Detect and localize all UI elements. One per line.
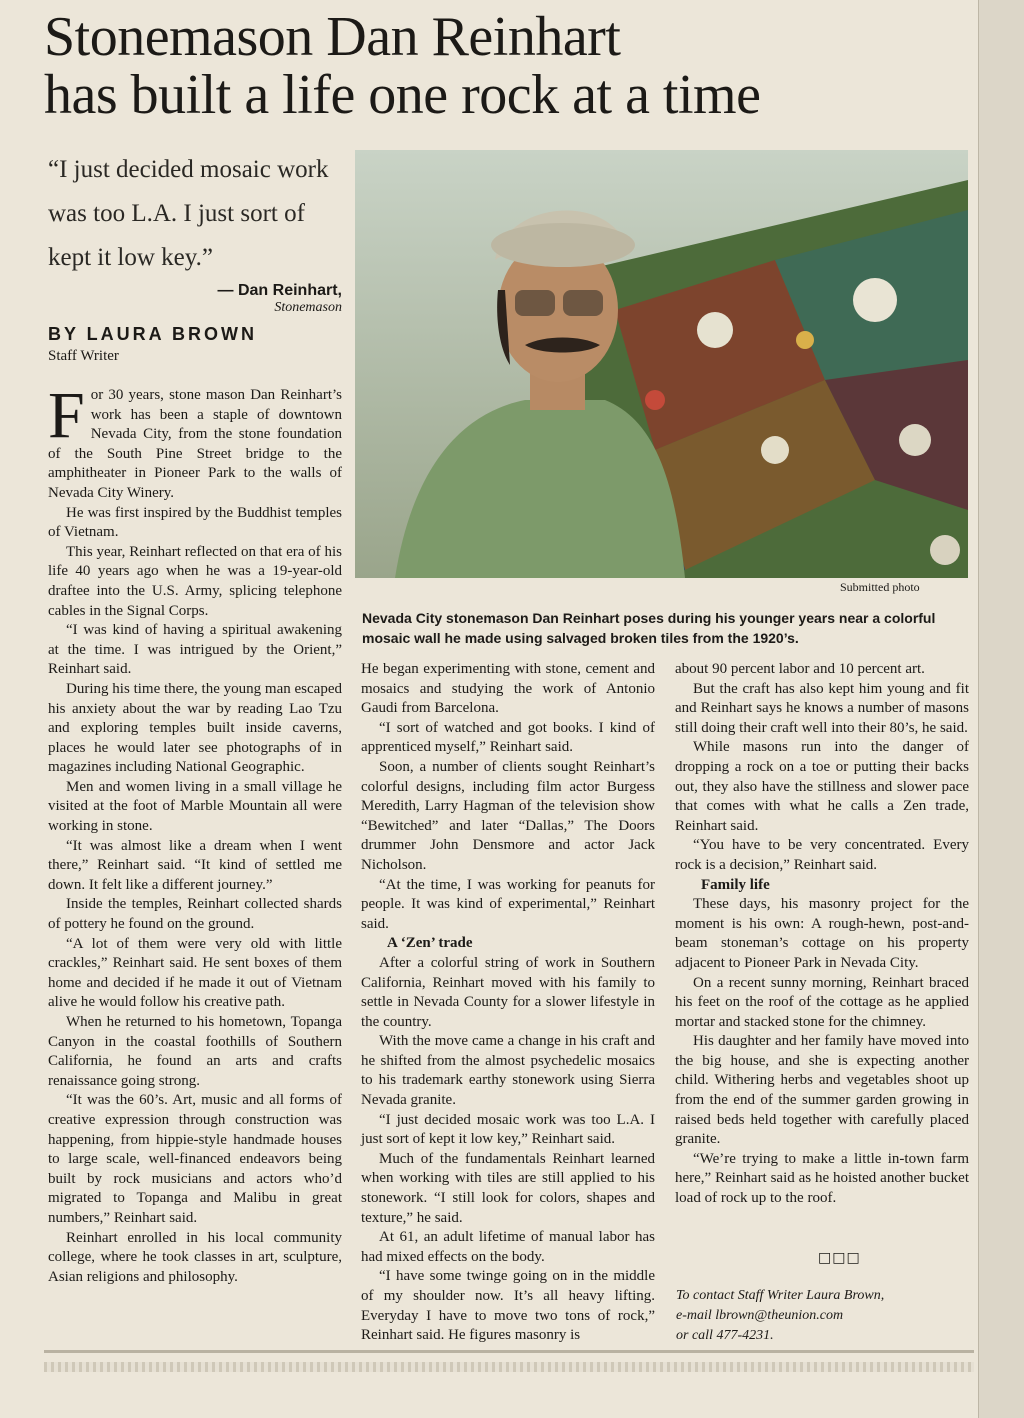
paragraph: “I was kind of having a spiritual awakening at the time. I was intrigued by the Orient,” Reinhart said.: [48, 622, 342, 678]
headline: [44, 8, 964, 124]
adjacent-page-edge: [978, 0, 1024, 1418]
pull-quote: “I just decided mosaic work was too L.A. I just sort of kept it low key.”: [48, 156, 329, 271]
paragraph: “It was the 60’s. Art, music and all forms of creative expression through construction was happening, from hippie-style handmade houses to large scale, well-financed endeavors being built by rock musicians and actors who’d migrated to Topanga and Malibu in great numbers,” Reinhart said.: [48, 1092, 342, 1226]
pull-quote-attribution: [60, 282, 342, 316]
paragraph: Inside the temples, Reinhart collected shards of pottery he found on the ground.: [48, 896, 342, 933]
paragraph: “A lot of them were very old with little crackles,” Reinhart said. He sent boxes of them home and decided if he made it out of Vietnam alive he would follow his creative path.: [48, 935, 342, 1011]
paragraph-text: or 30 years, stone mason Dan Reinhart’s work has been a staple of downtown Nevada City, from the stone foundation of the South Pine Street bridge to the amphitheater in Pioneer Park to the walls of Nevada City Winery.: [48, 387, 342, 501]
paragraph: “I sort of watched and got books. I kind of apprenticed myself,” Reinhart said.: [361, 719, 655, 756]
contact-line-1: To contact Staff Writer Laura Brown,: [676, 1288, 885, 1303]
bottom-strip: [44, 1362, 974, 1372]
pull-quote-title: Stonemason: [274, 300, 342, 315]
pull-quote-name: — Dan Reinhart,: [217, 282, 342, 299]
end-mark: □□□: [818, 1250, 861, 1266]
headline-line-2: has built a life one rock at a time: [44, 64, 761, 126]
article-column-3: [675, 660, 969, 1209]
bottom-rule: [44, 1350, 974, 1353]
paragraph: When he returned to his hometown, Topanga Canyon in the coastal foothills of Southern California, he found an arts and crafts renaissance going strong.: [48, 1014, 342, 1089]
contact-line-2: e-mail lbrown@theunion.com: [676, 1308, 844, 1323]
photo-illustration: [355, 150, 968, 578]
article-photo: [355, 150, 968, 578]
paragraph: Men and women living in a small village he visited at the foot of Marble Mountain all were working in stone.: [48, 778, 342, 835]
paragraph: While masons run into the danger of dropping a rock on a toe or putting their backs out, they also have the stillness and slower pace that comes with what he calls a Zen trade, Reinhart said.: [675, 739, 969, 834]
paragraph: Reinhart enrolled in his local community college, where he took classes in art, sculpture, Asian religions and philosophy.: [48, 1229, 342, 1285]
drop-cap: F: [48, 379, 85, 452]
paragraph: Much of the fundamentals Reinhart learned when working with tiles are still applied to his stonework. “I still look for colors, shapes and texture,” he said.: [361, 1150, 655, 1226]
paragraph: “You have to be very concentrated. Every rock is a decision,” Reinhart said.: [675, 837, 969, 873]
paragraph: At 61, an adult lifetime of manual labor has had mixed effects on the body.: [361, 1229, 655, 1265]
headline-line-1: Stonemason Dan Reinhart: [44, 6, 621, 68]
photo-caption: Nevada City stonemason Dan Reinhart poses during his younger years near a colorful mosaic wall he made using salvaged broken tiles from the 1920’s.: [362, 610, 936, 646]
paragraph: [48, 379, 342, 504]
article-column-2: [361, 660, 655, 1346]
paragraph: about 90 percent labor and 10 percent art.: [675, 661, 925, 677]
paragraph: This year, Reinhart reflected on that era of his life 40 years ago when he was a 19-year-old draftee into the U.S. Army, splicing telephone cables in the Signal Corps.: [48, 543, 342, 619]
contact-line-3: or call 477-4231.: [676, 1328, 774, 1343]
paragraph: “I just decided mosaic work was too L.A. I just sort of kept it low key,” Reinhart said.: [361, 1111, 655, 1148]
contact-info: [676, 1286, 946, 1346]
paragraph: After a colorful string of work in Southern California, Reinhart moved with his family to settle in Nevada County for a slower lifestyle in the country.: [361, 954, 655, 1030]
paragraph: His daughter and her family have moved into the big house, and she is expecting another child. Withering herbs and vegetables shoot up from the end of the summer garden growing in raised beds held together with carefully placed granite.: [675, 1033, 969, 1148]
subhead: A ‘Zen’ trade: [387, 935, 473, 952]
paragraph: He began experimenting with stone, cement and mosaics and studying the work of Antonio Gaudi from Barcelona.: [361, 661, 655, 717]
photo-credit: Submitted photo: [840, 580, 920, 594]
paragraph: “We’re trying to make a little in-town farm here,” Reinhart said as he hoisted another bucket load of rock up to the roof.: [675, 1150, 969, 1207]
byline-author: BY LAURA BROWN: [48, 324, 257, 344]
paragraph: “I have some twinge going on in the middle of my shoulder now. It’s all heavy lifting. Everyday I have to move two tons of rock,” Reinhart said. He figures masonry is: [361, 1268, 655, 1344]
paragraph: Soon, a number of clients sought Reinhart’s colorful designs, including film actor Burgess Meredith, Larry Hagman of the television show “Bewitched” and later “Dallas,” The Doors drummer John Densmore and actor Jack Nicholson.: [361, 758, 655, 873]
paragraph: He was first inspired by the Buddhist temples of Vietnam.: [48, 504, 342, 541]
subhead: Family life: [701, 876, 770, 893]
paragraph: “At the time, I was working for peanuts for people. It was kind of experimental,” Reinhart said.: [361, 876, 655, 932]
paragraph: These days, his masonry project for the moment is his own: A rough-hewn, post-and-beam stoneman’s cottage on his property adjacent to Pioneer Park in Nevada City.: [675, 896, 969, 971]
paragraph: During his time there, the young man escaped his anxiety about the war by reading Lao Tzu and exploring temples built inside caverns, places he would later see photographs of in magazines including National Geographic.: [48, 680, 342, 776]
paragraph: With the move came a change in his craft and he shifted from the almost psychedelic mosaics to his trademark earthy stonework using Sierra Nevada granite.: [361, 1033, 655, 1109]
article-column-1: [48, 379, 342, 1287]
paragraph: “It was almost like a dream when I went there,” Reinhart said. “It kind of settled me down. It felt like a different journey.”: [48, 837, 342, 893]
paragraph: On a recent sunny morning, Reinhart braced his feet on the roof of the cottage as he applied mortar and stacked stone for the chimney.: [675, 974, 969, 1030]
paragraph: But the craft has also kept him young and fit and Reinhart says he knows a number of masons still doing their craft well into their 80’s, he said.: [675, 680, 969, 736]
byline-role: Staff Writer: [48, 348, 119, 364]
